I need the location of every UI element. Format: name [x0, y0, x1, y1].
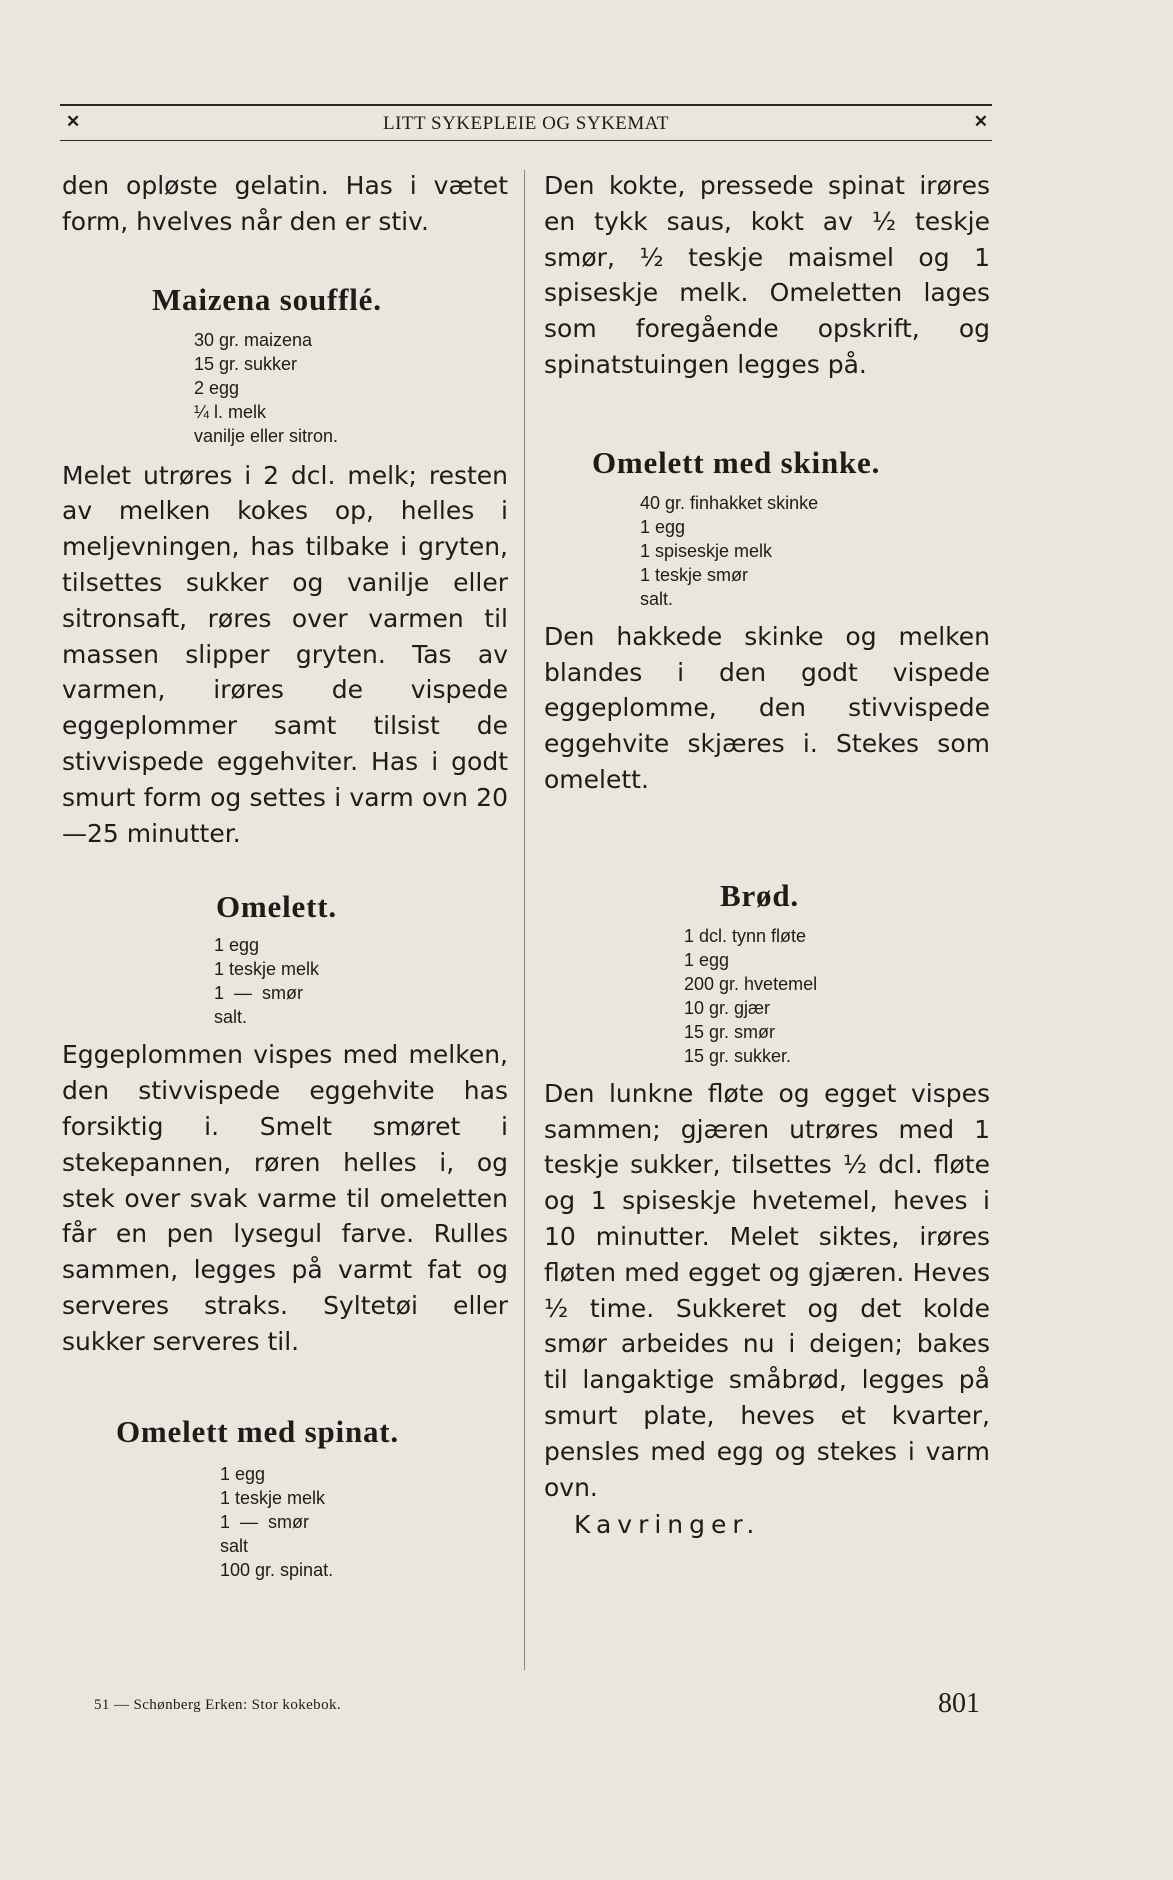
- ingredients-omelett-spinat: [220, 1462, 508, 1582]
- ingredient: 1 teskje melk: [214, 959, 320, 980]
- ingredient: 40 gr. finhakket skinke: [640, 492, 819, 513]
- ingredients-brod: [684, 924, 990, 1068]
- ingredient: 1 — smør: [214, 983, 303, 1004]
- header-right-mark: ✕: [973, 112, 988, 132]
- ingredient: 2 egg: [194, 377, 240, 398]
- recipe-text-omelett-skinke: Den hakkede skinke og melken blandes i den godt vispede eggeplomme, den stivvispede eggehvite skjæres i. Stekes som omelett.: [544, 621, 990, 794]
- ingredient: 1 — smør: [220, 1511, 309, 1532]
- ingredient: 200 gr. hvetemel: [684, 973, 818, 994]
- page-number: 801: [938, 1688, 980, 1719]
- ingredient: salt: [220, 1535, 249, 1556]
- ingredient: 1 egg: [214, 935, 260, 956]
- ingredient: 15 gr. sukker.: [684, 1045, 792, 1066]
- recipe-title-omelett-skinke: Omelett med skinke.: [592, 444, 881, 480]
- recipe-title-maizena: Maizena soufflé.: [152, 281, 382, 317]
- ingredient: 15 gr. smør: [684, 1021, 776, 1042]
- gelatin-continuation: den opløste gelatin. Has i vætet form, hvelves når den er stiv.: [62, 171, 508, 236]
- column-divider: [524, 170, 525, 1670]
- ingredient: 1 dcl. tynn fløte: [684, 925, 807, 946]
- recipe-title-brod: Brød.: [720, 877, 799, 913]
- footer-signature: 51 — Schønberg Erken: Stor kokebok.: [94, 1697, 342, 1713]
- ingredient: salt.: [640, 588, 674, 609]
- ingredient: 1 egg: [684, 949, 730, 970]
- ingredient: 30 gr. maizena: [194, 329, 313, 350]
- ingredient: 1 teskje melk: [220, 1487, 326, 1508]
- ingredient: vanilje eller sitron.: [194, 425, 339, 446]
- ingredient: ¼ l. melk: [194, 401, 267, 422]
- left-column: [62, 168, 508, 1582]
- running-header: [60, 104, 992, 141]
- ingredient: 1 egg: [220, 1463, 266, 1484]
- ingredient: 15 gr. sukker: [194, 353, 298, 374]
- recipe-text-omelett-spinat: Den kokte, pressede spinat irøres en tykk saus, kokt av ½ teskje smør, ½ teskje maismel og 1 spiseskje melk. Omeletten lages som foregående opskrift, og spinatstuingen legges på.: [544, 171, 990, 379]
- recipe-text-omelett: Eggeplommen vispes med melken, den stivvispede eggehvite has forsiktig i. Smelt smøret i stekepannen, røren helles i, og stek over svak varme til omeletten får en pen lysegul farve. Rulles sammen, legges på varmt fat og serveres straks. Syltetøi eller sukker serveres til.: [62, 1040, 508, 1356]
- ingredient: 100 gr. spinat.: [220, 1559, 334, 1580]
- ingredients-omelett-skinke: [640, 491, 990, 611]
- ingredient: 10 gr. gjær: [684, 997, 771, 1018]
- recipe-title-omelett-spinat: Omelett med spinat.: [116, 1413, 399, 1449]
- recipe-text-brod: Den lunkne fløte og egget vispes sammen; gjæren utrøres med 1 teskje sukker, tilsettes ½ dcl. fløte og 1 spiseskje hvetemel, heves i 10 minutter. Melet siktes, irøres fløten med egget og gjæren. Heves ½ time. Sukkeret og det kolde smør arbeides nu i deigen; bakes til langaktige småbrød, legges på smurt plate, heves et kvarter, pensles med egg og stekes i varm ovn.: [544, 1078, 990, 1502]
- ingredient: 1 teskje smør: [640, 564, 749, 585]
- ingredients-maizena: [194, 328, 508, 448]
- ingredient: salt.: [214, 1007, 248, 1028]
- ingredient: 1 spiseskje melk: [640, 540, 773, 561]
- ingredients-omelett: [214, 933, 508, 1029]
- right-column: [544, 168, 990, 1543]
- recipe-text-maizena: Melet utrøres i 2 dcl. melk; resten av melken kokes op, helles i meljevningen, has tilbake i gryten, tilsettes sukker og vanilje eller sitronsaft, røres over varmen til massen slipper gryten. Tas av varmen, irøres de vispede eggeplommer samt tilsist de stivvispede eggehviter. Has i godt smurt form og settes i varm ovn 20—25 minutter.: [62, 460, 508, 848]
- recipe-title-kavringer: Kavringer.: [574, 1510, 761, 1540]
- ingredient: 1 egg: [640, 516, 686, 537]
- recipe-title-omelett: Omelett.: [216, 889, 337, 925]
- header-title: LITT SYKEPLEIE OG SYKEMAT: [382, 113, 670, 134]
- header-left-mark: ✕: [66, 112, 81, 132]
